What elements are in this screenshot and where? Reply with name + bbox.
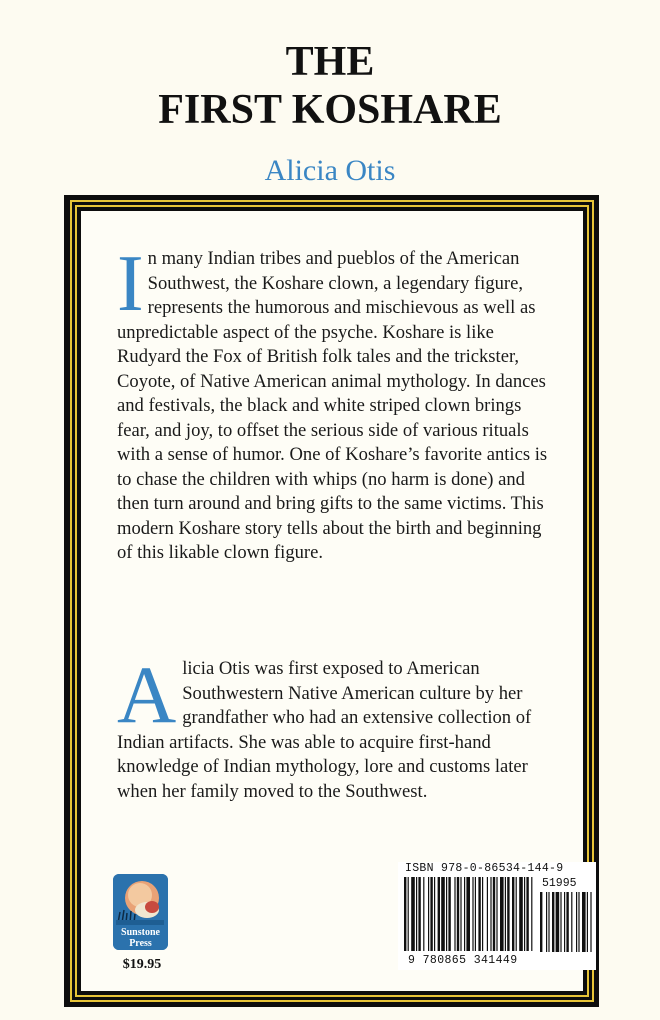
- barcode-bar: [512, 877, 514, 951]
- author-name: Alicia Otis: [264, 154, 396, 187]
- barcode-bar: [457, 877, 459, 951]
- barcode-bar: [418, 877, 420, 951]
- barcode-bar: [408, 877, 409, 951]
- publisher-name-line-2: Press: [129, 938, 152, 949]
- barcode-bar: [475, 877, 476, 951]
- barcode-bar: [464, 877, 465, 951]
- price-barcode-bar: [582, 892, 586, 952]
- barcode-bar: [438, 877, 440, 951]
- description-paragraph: [117, 240, 553, 566]
- price-barcode-bar: [546, 892, 547, 952]
- description-dropcap: I: [117, 240, 144, 328]
- barcode-bar: [448, 877, 450, 951]
- book-title: [0, 38, 660, 134]
- barcode-bar: [500, 877, 504, 951]
- barcode-bar: [423, 877, 424, 951]
- price-barcode-bar: [590, 892, 591, 952]
- barcode-bar: [487, 877, 488, 951]
- title-line-2: FIRST KOSHARE: [158, 87, 502, 133]
- barcode-bar: [411, 877, 415, 951]
- barcode-bar: [446, 877, 447, 951]
- price-code-label: 51995: [542, 877, 577, 890]
- barcode-bar: [493, 877, 495, 951]
- barcode-bar: [416, 877, 417, 951]
- barcode-bar: [526, 877, 528, 951]
- barcode-bar: [460, 877, 461, 951]
- publisher-logo: [113, 874, 168, 950]
- price-barcode-bar: [578, 892, 579, 952]
- barcode-bar: [430, 877, 432, 951]
- barcode-bar: [441, 877, 445, 951]
- barcode-bar: [505, 877, 506, 951]
- price-barcode-bar: [560, 892, 561, 952]
- barcode-bar: [524, 877, 525, 951]
- author-bio-paragraph: [117, 649, 553, 804]
- description-text: n many Indian tribes and pueblos of the American Southwest, the Koshare clown, a legendary figure, represents the humorous and mischievous as well as unpredictable aspect of the psyche. Koshare is like Rudyard the Fox of British folk tales and the trickster, Coyote, of Native American animal mythology. In dances and festivals, the black and white striped clown brings fear, and joy, to offset the serious side of various rituals with a sense of humor. One of Koshare’s favorite antics is to chase the children with whips (no harm is done) and then turn around and bring gifts to the same victims. This modern Koshare story tells about the birth and beginning of this likable clown figure.: [117, 248, 548, 563]
- barcode-digits: 9 780865 341449: [408, 954, 518, 967]
- price-barcode-bar: [564, 892, 565, 952]
- barcode-bar: [404, 877, 406, 951]
- barcode-bar: [531, 877, 532, 951]
- publisher-name-line-1: Sunstone: [121, 927, 160, 938]
- barcode-bar: [454, 877, 455, 951]
- barcode-bar: [516, 877, 517, 951]
- barcode-bar: [472, 877, 473, 951]
- title-line-1: THE: [285, 39, 375, 85]
- price-label: $19.95: [122, 957, 162, 972]
- price-barcode-bar: [576, 892, 577, 952]
- barcode-bar: [478, 877, 480, 951]
- barcode-bar: [496, 877, 497, 951]
- barcode-bar: [466, 877, 470, 951]
- barcode-bar: [519, 877, 523, 951]
- price-barcode-bar: [566, 892, 568, 952]
- isbn-label: ISBN 978-0-86534-144-9: [405, 862, 564, 875]
- price-barcode-bar: [587, 892, 588, 952]
- barcode-bar: [482, 877, 483, 951]
- price-barcode-bar: [571, 892, 572, 952]
- barcode-bar: [490, 877, 491, 951]
- price-barcode-bar: [548, 892, 549, 952]
- price-barcode-bar: [540, 892, 542, 952]
- author-bio-text: licia Otis was first exposed to American Southwestern Native American culture by her grandfather who had an extensive collection of Indian artifacts. She was able to acquire first-hand knowledge of Indian mythology, lore and customs later when her family moved to the Southwest.: [117, 658, 532, 802]
- author-bio-dropcap: A: [117, 649, 177, 740]
- barcode-bar: [428, 877, 429, 951]
- price-barcode-bar: [552, 892, 554, 952]
- isbn-barcode: [398, 862, 596, 970]
- barcode-bar: [434, 877, 435, 951]
- barcode-bar: [507, 877, 509, 951]
- sunstone-logo-icon: [113, 874, 168, 950]
- price-barcode-bar: [556, 892, 560, 952]
